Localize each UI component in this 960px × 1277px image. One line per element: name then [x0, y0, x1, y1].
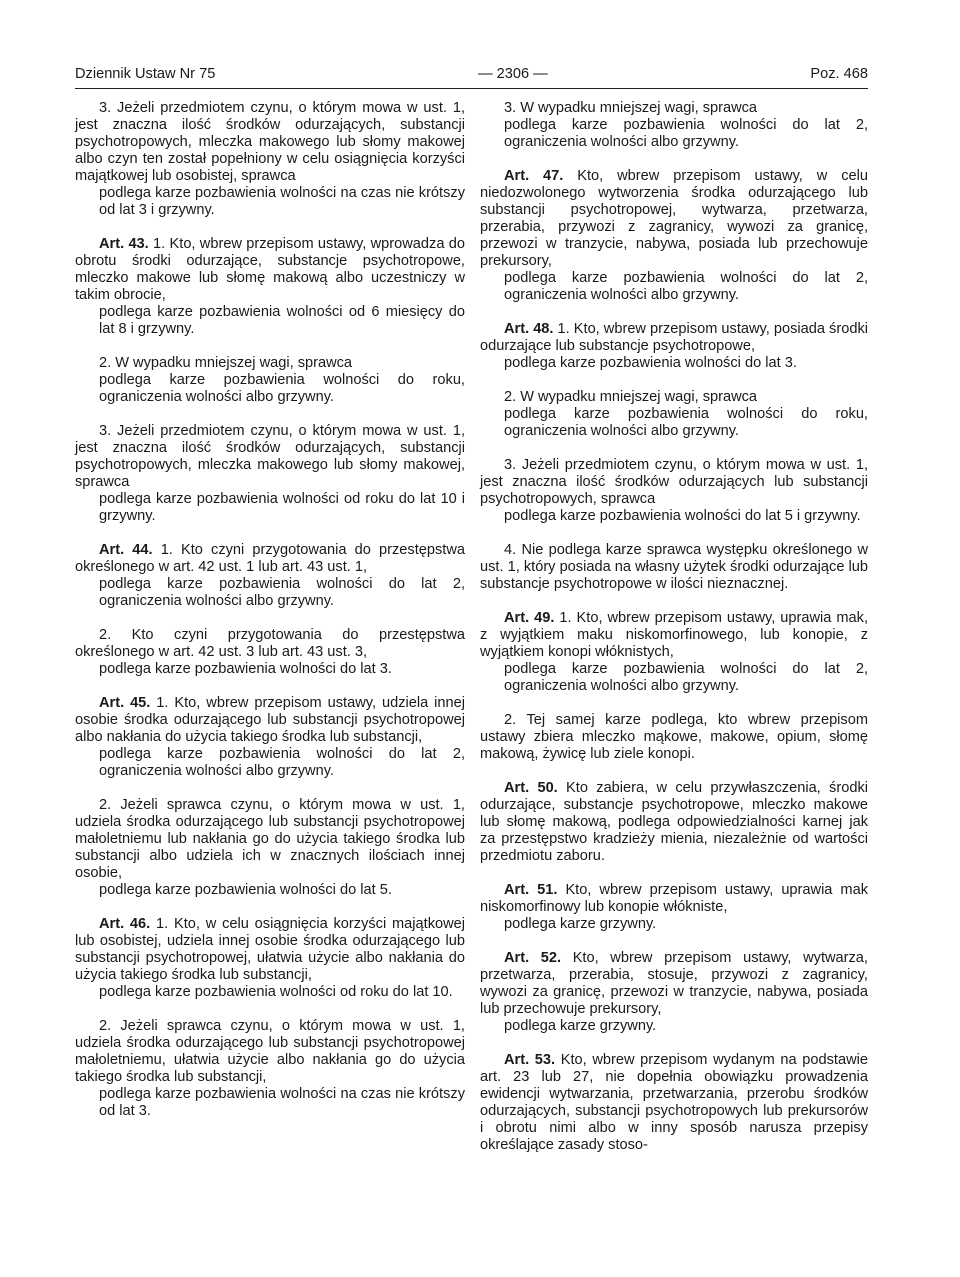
- article-text: 1. Kto, wbrew przepisom ustawy, udziela innej osobie środka odurzającego lub substancji psychotropowej albo nakłania do użycia takiego środka lub substancji,: [75, 695, 465, 745]
- article-text: 1. Kto, wbrew przepisom ustawy, posiada środki odurzające lub substancje psychotropowe,: [480, 321, 868, 354]
- article-text: Kto, wbrew przepisom ustawy, wytwarza, przetwarza, przerabia, stosuje, przywozi z zagranicy, wywozi za granicę, przewozi w tranzycie, nabywa, posiada lub przechowuje prekursory,: [480, 950, 868, 1017]
- penalty-text: podlega karze pozbawienia wolności do roku, ograniczenia wolności albo grzywny.: [99, 372, 465, 405]
- article-46-paragraph: [75, 916, 465, 984]
- article-51-paragraph: [480, 882, 868, 916]
- paragraph: 2. Jeżeli sprawca czynu, o którym mowa w ust. 1, udziela środka odurzającego lub substancji psychotropowej małoletniemu, ułatwia użycie albo nakłania go do użycia takiego środka lub substancji,: [75, 1018, 465, 1085]
- penalty-text: podlega karze pozbawienia wolności do lat 2, ograniczenia wolności albo grzywny.: [99, 746, 465, 779]
- penalty-text: podlega karze pozbawienia wolności do lat 3.: [504, 355, 797, 371]
- article-50-paragraph: [480, 780, 868, 865]
- article-47-paragraph: [480, 168, 868, 270]
- page-number: — 2306 —: [477, 66, 548, 82]
- paragraph: 2. Tej samej karze podlega, kto wbrew przepisom ustawy zbiera mleczko mąkowe, makowe, opium, słomę makową, żywicę lub ziele konopi.: [480, 712, 868, 762]
- page-header: [75, 66, 868, 83]
- paragraph: 2. Jeżeli sprawca czynu, o którym mowa w ust. 1, udziela środka odurzającego lub substancji psychotropowej małoletniemu lub nakłania go do użycia takiego środka lub substancji albo udziela ich w znacznych ilościach innej osobie,: [75, 797, 465, 881]
- penalty-text: podlega karze pozbawienia wolności do lat 5.: [99, 882, 392, 898]
- article-label: Art. 45.: [99, 695, 151, 711]
- left-column: [75, 100, 465, 1120]
- position-number: Poz. 468: [810, 66, 868, 82]
- article-44-paragraph: [75, 542, 465, 576]
- article-text: Kto, wbrew przepisom ustawy, w celu niedozwolonego wytworzenia środka odurzającego lub substancji psychotropowej, wytwarza, przetwarza, przerabia, przywozi z zagranicy, wywozi za granicę, przewozi w tranzycie, nabywa, posiada lub przechowuje prekursory,: [480, 168, 868, 269]
- paragraph: 3. Jeżeli przedmiotem czynu, o którym mowa w ust. 1, jest znaczna ilość środków odurzających, substancji psychotropowych, mleczka makowego lub słomy makowej albo czyn ten został popełniony w celu osiągnięcia korzyści majątkowej lub osobistej, sprawca: [75, 100, 465, 184]
- article-label: Art. 50.: [504, 780, 558, 796]
- paragraph: 2. Kto czyni przygotowania do przestępstwa określonego w art. 42 ust. 3 lub art. 43 ust. 3,: [75, 627, 465, 660]
- header-divider: [75, 88, 868, 89]
- penalty-text: podlega karze pozbawienia wolności do lat 2, ograniczenia wolności albo grzywny.: [504, 117, 868, 150]
- article-text: 1. Kto, w celu osiągnięcia korzyści majątkowej lub osobistej, udziela innej osobie środka odurzającego lub substancji psychotropowej, ułatwia użycie albo nakłania do użycia takiego środka lub substancji,: [75, 916, 465, 983]
- article-text: 1. Kto czyni przygotowania do przestępstwa określonego w art. 42 ust. 1 lub art. 43 ust. 1,: [75, 542, 465, 575]
- article-49-paragraph: [480, 610, 868, 661]
- penalty-text: podlega karze grzywny.: [504, 916, 657, 932]
- paragraph: 2. W wypadku mniejszej wagi, sprawca: [504, 389, 758, 405]
- penalty-text: podlega karze pozbawienia wolności do lat 3.: [99, 661, 392, 677]
- penalty-text: podlega karze pozbawienia wolności do lat 2, ograniczenia wolności albo grzywny.: [504, 270, 868, 303]
- article-53-paragraph: [480, 1052, 868, 1154]
- penalty-text: podlega karze pozbawienia wolności do lat 2, ograniczenia wolności albo grzywny.: [504, 661, 868, 694]
- article-label: Art. 44.: [99, 542, 153, 558]
- article-52-paragraph: [480, 950, 868, 1018]
- article-text: 1. Kto, wbrew przepisom ustawy, wprowadza do obrotu środki odurzające, substancje psychotropowe, mleczko makowe lub słomę makową albo uczestniczy w takim obrocie,: [75, 236, 465, 303]
- paragraph: 4. Nie podlega karze sprawca występku określonego w ust. 1, który posiada na własny użytek środki odurzające lub substancje psychotropowe w ilości nieznacznej.: [480, 542, 868, 592]
- penalty-text: podlega karze pozbawienia wolności do lat 2, ograniczenia wolności albo grzywny.: [99, 576, 465, 609]
- penalty-text: podlega karze pozbawienia wolności na czas nie krótszy od lat 3.: [99, 1086, 465, 1119]
- penalty-text: podlega karze pozbawienia wolności od roku do lat 10 i grzywny.: [99, 491, 465, 524]
- penalty-text: podlega karze pozbawienia wolności od roku do lat 10.: [99, 984, 453, 1000]
- right-column: [480, 100, 868, 1154]
- article-43-paragraph: [75, 236, 465, 304]
- article-label: Art. 49.: [504, 610, 555, 626]
- article-label: Art. 46.: [99, 916, 151, 932]
- article-label: Art. 51.: [504, 882, 558, 898]
- article-label: Art. 52.: [504, 950, 562, 966]
- article-text: 1. Kto, wbrew przepisom ustawy, uprawia mak, z wyjątkiem maku niskomorfinowego, lub konopie, z wyjątkiem konopi włóknistych,: [480, 610, 868, 660]
- article-text: Kto zabiera, w celu przywłaszczenia, środki odurzające, substancje psychotropowe, mleczko makowe lub słomę makową, podlega odpowiedzialności karnej jak za przestępstwo kradzieży mienia, niezależnie od wartości przedmiotu zaboru.: [480, 780, 868, 864]
- journal-title: Dziennik Ustaw Nr 75: [75, 66, 216, 82]
- paragraph: 3. W wypadku mniejszej wagi, sprawca: [504, 100, 758, 116]
- penalty-text: podlega karze pozbawienia wolności na czas nie krótszy od lat 3 i grzywny.: [99, 185, 465, 218]
- penalty-text: podlega karze grzywny.: [504, 1018, 657, 1034]
- paragraph: 3. Jeżeli przedmiotem czynu, o którym mowa w ust. 1, jest znaczna ilość środków odurzających lub substancji psychotropowych, sprawca: [480, 457, 868, 507]
- article-label: Art. 53.: [504, 1052, 556, 1068]
- paragraph: 2. W wypadku mniejszej wagi, sprawca: [99, 355, 353, 371]
- penalty-text: podlega karze pozbawienia wolności do lat 5 i grzywny.: [504, 508, 861, 524]
- penalty-text: podlega karze pozbawienia wolności od 6 miesięcy do lat 8 i grzywny.: [99, 304, 465, 337]
- article-label: Art. 48.: [504, 321, 554, 337]
- article-label: Art. 47.: [504, 168, 564, 184]
- article-48-paragraph: [480, 321, 868, 355]
- article-text: Kto, wbrew przepisom wydanym na podstawie art. 23 lub 27, nie dopełnia obowiązku prowadzenia ewidencji wytwarzania, przetwarzania, przerobu środków odurzających, substancji psychotropowych lub prekursorów i obrotu nimi albo w inny sposób narusza przepisy określające zasady stoso-: [480, 1052, 868, 1153]
- article-45-paragraph: [75, 695, 465, 746]
- article-text: Kto, wbrew przepisom ustawy, uprawia mak niskomorfinowy lub konopie włókniste,: [480, 882, 868, 915]
- paragraph: 3. Jeżeli przedmiotem czynu, o którym mowa w ust. 1, jest znaczna ilość środków odurzających, substancji psychotropowych, mleczka makowego lub słomy makowej, sprawca: [75, 423, 465, 490]
- article-label: Art. 43.: [99, 236, 149, 252]
- penalty-text: podlega karze pozbawienia wolności do roku, ograniczenia wolności albo grzywny.: [504, 406, 868, 439]
